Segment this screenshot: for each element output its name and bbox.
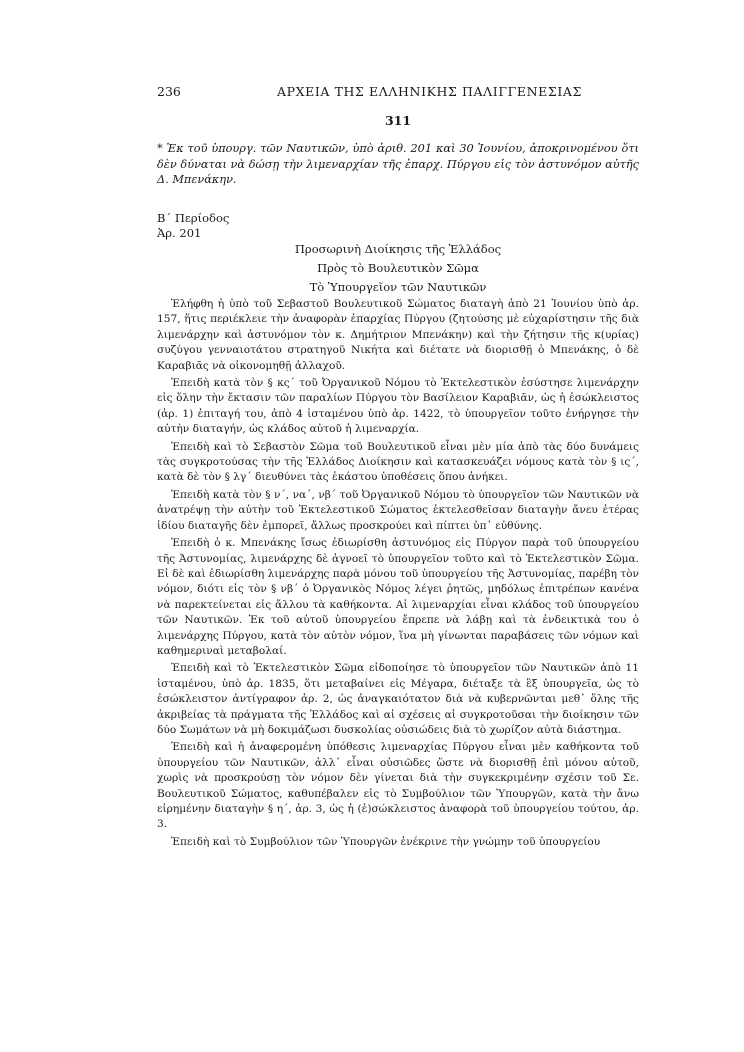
letter-body bbox=[157, 297, 639, 852]
document-summary: * Ἐκ τοῦ ὑπουργ. τῶν Ναυτικῶν, ὑπὸ ἀριθ. 201 καὶ 30 Ἰουνίου, ἀποκρινομένου ὅτι δὲν δύναται νὰ δώσῃ τὴν λιμεναρχίαν τῆς ἐπαρχ. Πύργου εἰς τὸν ἀστυνόμον αὐτῆς Δ. Μπενάκην. bbox=[157, 142, 639, 186]
body-paragraph: Ἐπειδὴ ὁ κ. Μπενάκης ἴσως ἐδιωρίσθη ἀστυνόμος εἰς Πύργον παρὰ τοῦ ὑπουργείου τῆς Ἀστυνομίας, λιμενάρχης δὲ ἀγνοεῖ τὸ ὑπουργεῖον τοῦτο καὶ τὸ Ἐκτελεστικὸν Σῶμα. Εἰ δὲ καὶ ἐδιωρίσθη λιμενάρχης παρὰ μόνου τοῦ ὑπουργείου τῆς Ἀστυνομίας, παρέβη τὸν νόμον, διότι εἰς τὸν § νβ´ ὁ Ὀργανικὸς Νόμος λέγει ῥητῶς, μηδόλως ἐπιτρέπων κανένα νὰ παρεκτείνεται εἰς ἄλλου τὰ καθήκοντα. Αἱ λιμεναρχίαι εἶναι κλάδος τοῦ ὑπουργείου τῶν Ναυτικῶν. Ἐκ τοῦ αὐτοῦ ὑπουργείου ἔπρεπε νὰ λάβῃ καὶ τὰ ἐνδεικτικὰ του ὁ λιμενάρχης Πύργου, κατὰ τὸν αὐτὸν νόμον, ἵνα μὴ γίνωνται παραβάσεις τῶν νόμων καὶ καθημεριναὶ μεταβολαί. bbox=[157, 537, 639, 657]
body-paragraph: Ἐπειδὴ κατὰ τὸν § κς´ τοῦ Ὀργανικοῦ Νόμου τὸ Ἐκτελεστικὸν ἐσύστησε λιμενάρχην εἰς ὅλην τὴν ἔκτασιν τῶν παραλίων Πύργου τὸν Βασίλειον Καραβιᾶν, ὡς ἡ ἐσώκλειστος (ἀρ. 1) ἐπιταγή του, ἀπὸ 4 ἱσταμένου ὑπὸ ἀρ. 1422, τὸ ὑπουργεῖον τοῦτο ἐνήργησε τὴν αὐτὴν διαταγήν, ὡς κλάδος αὐτοῦ ἡ λιμεναρχία. bbox=[157, 377, 639, 436]
addressee-block bbox=[157, 240, 639, 297]
running-title: ΑΡΧΕΙΑ ΤΗΣ ΕΛΛΗΝΙΚΗΣ ΠΑΛΙΓΓΕΝΕΣΙΑΣ bbox=[277, 84, 582, 99]
reference-number: Ἀρ. 201 bbox=[157, 225, 202, 240]
document-number: 311 bbox=[384, 113, 412, 128]
body-paragraph: Ἐπειδὴ καὶ τὸ Ἐκτελεστικὸν Σῶμα εἰδοποίησε τὸ ὑπουργεῖον τῶν Ναυτικῶν ἀπὸ 11 ἱσταμένου, ὑπὸ ἀρ. 1835, ὅτι μεταβαίνει εἰς Μέγαρα, διέταξε τὰ ἓξ ὑπουργεῖα, ὡς τὸ ἐσώκλειστον ἀντίγραφον ἀρ. 2, ὡς ἀναγκαιότατον διὰ νὰ κυβερνῶνται μεθ᾽ ὅλης τῆς ἀκριβείας τὰ πράγματα τῆς Ἑλλάδος καὶ αἱ σχέσεις αἱ συγκροτοῦσαι τὴν διοίκησιν τῶν δύο Σωμάτων νὰ μὴ δοκιμάζωσι δυσκολίας οὐσιώδεις διὰ τὸ χωρίζον αὐτὰ διάστημα. bbox=[157, 662, 639, 736]
body-paragraph: Ἐπειδὴ κατὰ τὸν § ν´, να´, νβ´ τοῦ Ὀργανικοῦ Νόμου τὸ ὑπουργεῖον τῶν Ναυτικῶν νὰ ἀνατρέψῃ τὴν αὐτὴν τοῦ Ἐκτελεστικοῦ Σώματος ἐκτελεσθεῖσαν διαταγὴν ἄνευ ἑτέρας ἰδίου διαταγῆς δὲν ἐμπορεῖ, ἄλλως προσκρούει καὶ πίπτει ὑπ᾽ εὐθύνης. bbox=[157, 488, 639, 532]
body-paragraph: Ἐπειδὴ καὶ τὸ Σεβαστὸν Σῶμα τοῦ Βουλευτικοῦ εἶναι μὲν μία ἀπὸ τὰς δύο δυνάμεις τὰς συγκροτούσας τὴν τῆς Ἑλλάδος Διοίκησιν καὶ κατασκευάζει νόμους κατὰ τὸν § ις´, κατὰ δὲ τὸν § λγ´ διευθύνει τὰς ἑκάστου ὑποθέσεις ὅπου ἀνήκει. bbox=[157, 440, 639, 484]
addressee-line: Προσωρινὴ Διοίκησις τῆς Ἑλλάδος bbox=[294, 242, 502, 256]
addressee-line: Πρὸς τὸ Βουλευτικὸν Σῶμα bbox=[317, 261, 479, 275]
body-paragraph: Ἐλήφθη ἡ ὑπὸ τοῦ Σεβαστοῦ Βουλευτικοῦ Σώματος διαταγὴ ἀπὸ 21 Ἰουνίου ὑπὸ ἀρ. 157, ἥτις περιέκλειε τὴν ἀναφορὰν ἐπαρχίας Πύργου (ζητούσης μὲ εὐχαρίστησιν τῆς διὰ λιμενάρχην καὶ ἀστυνόμον τὸν κ. Δημήτριον Μπενάκην) καὶ τὴν ζήτησιν τῆς κ(υρίας) συζύγου γενναιοτάτου στρατηγοῦ Νικήτα καὶ διέτατε νὰ διορισθῇ ὁ Μπενάκης, ὁ δὲ Καραβιᾶς νὰ οἰκονομηθῇ ἀλλαχοῦ. bbox=[157, 298, 639, 372]
page-number: 236 bbox=[157, 84, 181, 99]
body-paragraph: Ἐπειδὴ καὶ τὸ Συμβούλιον τῶν Ὑπουργῶν ἐνέκρινε τὴν γνώμην τοῦ ὑπουργείου bbox=[171, 835, 601, 848]
body-paragraph: Ἐπειδὴ καὶ ἡ ἀναφερομένη ὑπόθεσις λιμεναρχίας Πύργου εἶναι μὲν καθήκοντα τοῦ ὑπουργείου τῶν Ναυτικῶν, ἀλλ᾽ εἶναι οὐσιῶδες ὥστε νὰ διορισθῇ ἐπὶ μόνου αὐτοῦ, χωρὶς νὰ προσκρούσῃ τὸν νόμον δὲν γίνεται διὰ τὴν συγκεκριμένην σχέσιν τοῦ Σε. Βουλευτικοῦ Σώματος, καθυπέβαλεν εἰς τὸ Συμβούλιον τῶν Ὑπουργῶν, κατὰ τὴν ἄνω εἰρημένην διαταγὴν § η´, ἀρ. 3, ὡς ἡ (ἐ)σώκλειστος ἀναφορὰ τοῦ ὑπουργείου τούτου, ἀρ. 3. bbox=[157, 741, 639, 831]
period-label: Β´ Περίοδος bbox=[157, 211, 230, 225]
addressee-line: Τὸ Ὑπουργεῖον τῶν Ναυτικῶν bbox=[309, 280, 487, 294]
period-block bbox=[157, 211, 229, 240]
page-header bbox=[157, 84, 639, 104]
